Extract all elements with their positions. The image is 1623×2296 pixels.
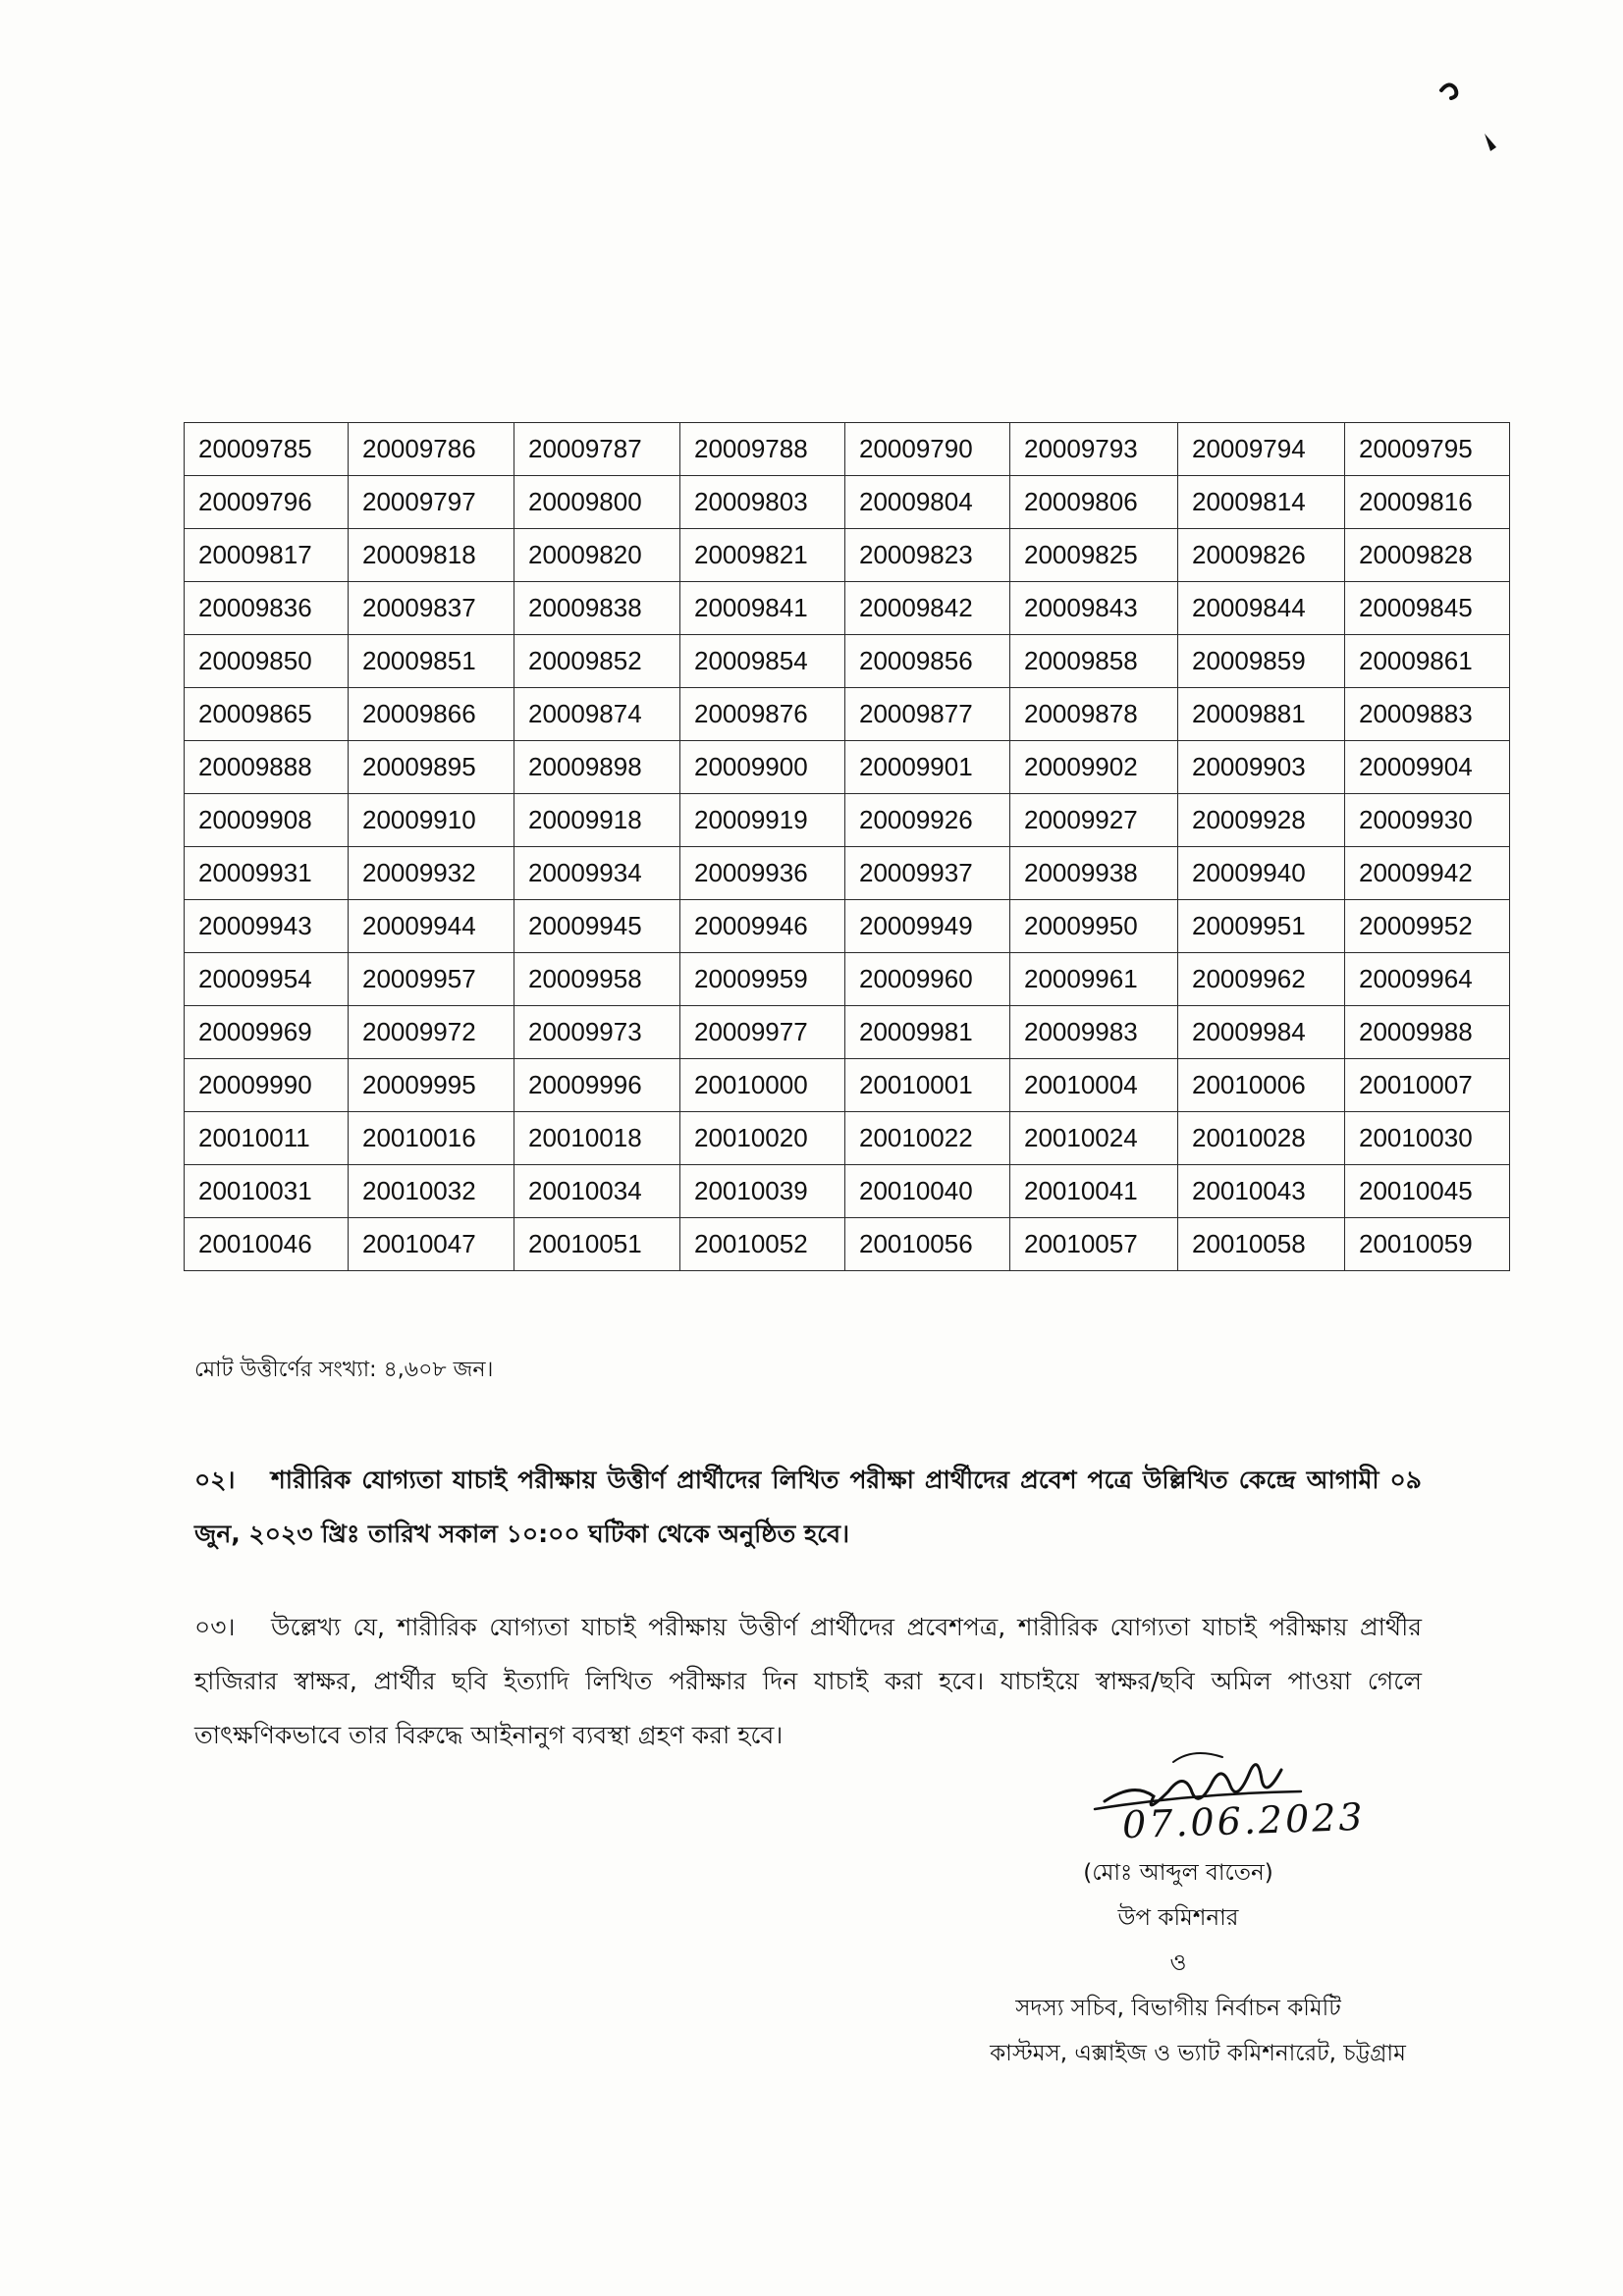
- roll-number-cell: 20009984: [1178, 1006, 1345, 1059]
- signatory-name: (মোঃ আব্দুল বাতেন): [1083, 1860, 1273, 1886]
- roll-number-cell: 20010045: [1345, 1165, 1510, 1218]
- roll-number-cell: 20009845: [1345, 582, 1510, 635]
- roll-number-cell: 20009949: [845, 900, 1010, 953]
- table-row: [185, 476, 1510, 529]
- roll-number-cell: 20009936: [680, 847, 845, 900]
- roll-number-cell: 20009981: [845, 1006, 1010, 1059]
- roll-number-cell: 20009797: [349, 476, 514, 529]
- roll-number-cell: 20009934: [514, 847, 680, 900]
- roll-number-cell: 20010011: [185, 1112, 349, 1165]
- roll-number-cell: 20009790: [845, 423, 1010, 476]
- roll-number-cell: 20010058: [1178, 1218, 1345, 1271]
- roll-number-cell: 20009959: [680, 953, 845, 1006]
- roll-number-cell: 20009861: [1345, 635, 1510, 688]
- roll-number-cell: 20009945: [514, 900, 680, 953]
- roll-number-cell: 20009837: [349, 582, 514, 635]
- roll-number-cell: 20009962: [1178, 953, 1345, 1006]
- roll-number-cell: 20009843: [1010, 582, 1178, 635]
- roll-number-cell: 20009898: [514, 741, 680, 794]
- roll-number-cell: 20009825: [1010, 529, 1178, 582]
- roll-number-cell: 20009844: [1178, 582, 1345, 635]
- roll-number-cell: 20009803: [680, 476, 845, 529]
- roll-number-cell: 20010039: [680, 1165, 845, 1218]
- roll-number-table: [184, 422, 1510, 1271]
- roll-number-cell: 20009961: [1010, 953, 1178, 1006]
- roll-number-cell: 20009958: [514, 953, 680, 1006]
- table-row: [185, 688, 1510, 741]
- roll-number-cell: 20009820: [514, 529, 680, 582]
- roll-number-cell: 20009927: [1010, 794, 1178, 847]
- roll-number-cell: 20009842: [845, 582, 1010, 635]
- roll-number-cell: 20009944: [349, 900, 514, 953]
- table-row: [185, 794, 1510, 847]
- roll-number-cell: 20009938: [1010, 847, 1178, 900]
- roll-number-cell: 20010046: [185, 1218, 349, 1271]
- roll-number-cell: 20009814: [1178, 476, 1345, 529]
- roll-number-cell: 20009874: [514, 688, 680, 741]
- table-row: [185, 847, 1510, 900]
- roll-number-cell: 20009990: [185, 1059, 349, 1112]
- roll-number-cell: 20010007: [1345, 1059, 1510, 1112]
- table-row: [185, 1112, 1510, 1165]
- roll-number-cell: 20010018: [514, 1112, 680, 1165]
- roll-number-cell: 20009865: [185, 688, 349, 741]
- roll-number-cell: 20010059: [1345, 1218, 1510, 1271]
- roll-number-cell: 20009960: [845, 953, 1010, 1006]
- roll-number-cell: 20009928: [1178, 794, 1345, 847]
- roll-number-cell: 20010000: [680, 1059, 845, 1112]
- table-row: [185, 900, 1510, 953]
- roll-number-cell: 20009828: [1345, 529, 1510, 582]
- roll-number-cell: 20009852: [514, 635, 680, 688]
- roll-number-cell: 20009858: [1010, 635, 1178, 688]
- roll-number-cell: 20009785: [185, 423, 349, 476]
- roll-number-cell: 20010004: [1010, 1059, 1178, 1112]
- roll-number-cell: 20009796: [185, 476, 349, 529]
- roll-number-cell: 20009854: [680, 635, 845, 688]
- roll-number-cell: 20009942: [1345, 847, 1510, 900]
- paragraph-02-text: শারীরিক যোগ্যতা যাচাই পরীক্ষায় উত্তীর্ণ প্রার্থীদের লিখিত পরীক্ষা প্রার্থীদের প্রবেশ পত্রে উল্লিখিত কেন্দ্রে আগামী ০৯ জুন, ২০২৩ খ্রিঃ তারিখ সকাল ১০:০০ ঘটিকা থেকে অনুষ্ঠিত হবে।: [194, 1466, 1422, 1548]
- table-row: [185, 1006, 1510, 1059]
- roll-number-cell: 20009788: [680, 423, 845, 476]
- roll-number-cell: 20010043: [1178, 1165, 1345, 1218]
- table-row: [185, 1218, 1510, 1271]
- roll-number-cell: 20009902: [1010, 741, 1178, 794]
- roll-number-cell: 20010057: [1010, 1218, 1178, 1271]
- roll-number-cell: 20009969: [185, 1006, 349, 1059]
- roll-number-cell: 20009876: [680, 688, 845, 741]
- table-row: [185, 741, 1510, 794]
- roll-number-cell: 20009795: [1345, 423, 1510, 476]
- roll-number-cell: 20010024: [1010, 1112, 1178, 1165]
- roll-number-cell: 20009838: [514, 582, 680, 635]
- signatory-designation: উপ কমিশনার: [1117, 1905, 1239, 1931]
- roll-number-cell: 20009851: [349, 635, 514, 688]
- paragraph-03-number: ০৩।: [194, 1613, 236, 1641]
- roll-number-cell: 20010031: [185, 1165, 349, 1218]
- roll-number-cell: 20009954: [185, 953, 349, 1006]
- roll-number-cell: 20010041: [1010, 1165, 1178, 1218]
- roll-number-cell: 20009895: [349, 741, 514, 794]
- paragraph-02-number: ০২।: [194, 1466, 236, 1494]
- signature-date: 07.06.2023: [1121, 1794, 1367, 1847]
- roll-number-cell: 20009794: [1178, 423, 1345, 476]
- roll-number-cell: 20010030: [1345, 1112, 1510, 1165]
- roll-number-cell: 20010028: [1178, 1112, 1345, 1165]
- roll-number-cell: 20009787: [514, 423, 680, 476]
- roll-number-cell: 20009816: [1345, 476, 1510, 529]
- roll-number-cell: 20009877: [845, 688, 1010, 741]
- roll-number-cell: 20009900: [680, 741, 845, 794]
- roll-number-cell: 20009821: [680, 529, 845, 582]
- roll-number-cell: 20009932: [349, 847, 514, 900]
- signatory-role: সদস্য সচিব, বিভাগীয় নির্বাচন কমিটি: [1015, 1996, 1341, 2021]
- roll-number-cell: 20009972: [349, 1006, 514, 1059]
- roll-number-cell: 20009973: [514, 1006, 680, 1059]
- page-number-mark: [1434, 69, 1512, 167]
- table-row: [185, 582, 1510, 635]
- roll-number-cell: 20009983: [1010, 1006, 1178, 1059]
- roll-number-cell: 20009952: [1345, 900, 1510, 953]
- table-row: [185, 1059, 1510, 1112]
- roll-number-cell: 20010016: [349, 1112, 514, 1165]
- roll-number-cell: 20010040: [845, 1165, 1010, 1218]
- roll-number-cell: 20009904: [1345, 741, 1510, 794]
- signatory-block: [864, 1850, 1492, 2076]
- roll-number-cell: 20009940: [1178, 847, 1345, 900]
- roll-number-cell: 20009866: [349, 688, 514, 741]
- roll-number-cell: 20009856: [845, 635, 1010, 688]
- roll-number-cell: 20009926: [845, 794, 1010, 847]
- roll-number-cell: 20009859: [1178, 635, 1345, 688]
- roll-number-cell: 20010022: [845, 1112, 1010, 1165]
- roll-number-cell: 20009964: [1345, 953, 1510, 1006]
- roll-number-cell: 20009878: [1010, 688, 1178, 741]
- roll-number-cell: 20009850: [185, 635, 349, 688]
- roll-number-cell: 20009804: [845, 476, 1010, 529]
- roll-number-cell: 20010032: [349, 1165, 514, 1218]
- roll-number-cell: 20009908: [185, 794, 349, 847]
- roll-number-cell: 20009793: [1010, 423, 1178, 476]
- roll-number-cell: 20009977: [680, 1006, 845, 1059]
- roll-number-cell: 20009881: [1178, 688, 1345, 741]
- paragraph-03: [194, 1600, 1422, 1762]
- paragraph-03-text: উল্লেখ্য যে, শারীরিক যোগ্যতা যাচাই পরীক্ষায় উত্তীর্ণ প্রার্থীদের প্রবেশপত্র, শারীরিক যোগ্যতা যাচাই পরীক্ষায় প্রার্থীর হাজিরার স্বাক্ষর, প্রার্থীর ছবি ইত্যাদি লিখিত পরীক্ষার দিন যাচাই করা হবে। যাচাইয়ে স্বাক্ষর/ছবি অমিল পাওয়া গেলে তাৎক্ষণিকভাবে তার বিরুদ্ধে আইনানুগ ব্যবস্থা গ্রহণ করা হবে।: [194, 1613, 1422, 1749]
- table-row: [185, 953, 1510, 1006]
- signatory-office: কাস্টমস, এক্সাইজ ও ভ্যাট কমিশনারেট, চট্টগ্রাম: [990, 2041, 1406, 2066]
- roll-number-cell: 20009836: [185, 582, 349, 635]
- roll-number-cell: 20010052: [680, 1218, 845, 1271]
- roll-number-cell: 20009950: [1010, 900, 1178, 953]
- table-row: [185, 423, 1510, 476]
- roll-number-cell: 20009826: [1178, 529, 1345, 582]
- roll-number-cell: 20009931: [185, 847, 349, 900]
- table-row: [185, 635, 1510, 688]
- roll-number-cell: 20009903: [1178, 741, 1345, 794]
- roll-number-cell: 20010056: [845, 1218, 1010, 1271]
- roll-number-cell: 20010034: [514, 1165, 680, 1218]
- roll-number-cell: 20009996: [514, 1059, 680, 1112]
- roll-number-cell: 20009943: [185, 900, 349, 953]
- roll-number-cell: 20009800: [514, 476, 680, 529]
- roll-number-cell: 20009806: [1010, 476, 1178, 529]
- roll-number-cell: 20009957: [349, 953, 514, 1006]
- roll-number-cell: 20009888: [185, 741, 349, 794]
- roll-number-cell: 20010051: [514, 1218, 680, 1271]
- table-row: [185, 1165, 1510, 1218]
- roll-number-cell: 20010001: [845, 1059, 1010, 1112]
- roll-number-cell: 20009919: [680, 794, 845, 847]
- roll-number-cell: 20009995: [349, 1059, 514, 1112]
- roll-number-cell: 20009823: [845, 529, 1010, 582]
- signatory-conjunction: ও: [1169, 1950, 1187, 1976]
- roll-number-cell: 20009946: [680, 900, 845, 953]
- roll-number-cell: 20009988: [1345, 1006, 1510, 1059]
- roll-number-cell: 20009901: [845, 741, 1010, 794]
- table-row: [185, 529, 1510, 582]
- roll-number-cell: 20009818: [349, 529, 514, 582]
- roll-number-cell: 20009786: [349, 423, 514, 476]
- roll-number-cell: 20009918: [514, 794, 680, 847]
- roll-number-cell: 20010006: [1178, 1059, 1345, 1112]
- roll-number-cell: 20009883: [1345, 688, 1510, 741]
- roll-number-cell: 20009910: [349, 794, 514, 847]
- roll-number-cell: 20009937: [845, 847, 1010, 900]
- roll-number-cell: 20009841: [680, 582, 845, 635]
- roll-number-cell: 20009930: [1345, 794, 1510, 847]
- roll-number-cell: 20009817: [185, 529, 349, 582]
- roll-number-cell: 20009951: [1178, 900, 1345, 953]
- paragraph-02: [194, 1453, 1422, 1561]
- roll-number-cell: 20010047: [349, 1218, 514, 1271]
- roll-number-cell: 20010020: [680, 1112, 845, 1165]
- total-passed-count: মোট উত্তীর্ণের সংখ্যা: ৪,৬০৮ জন।: [194, 1358, 494, 1382]
